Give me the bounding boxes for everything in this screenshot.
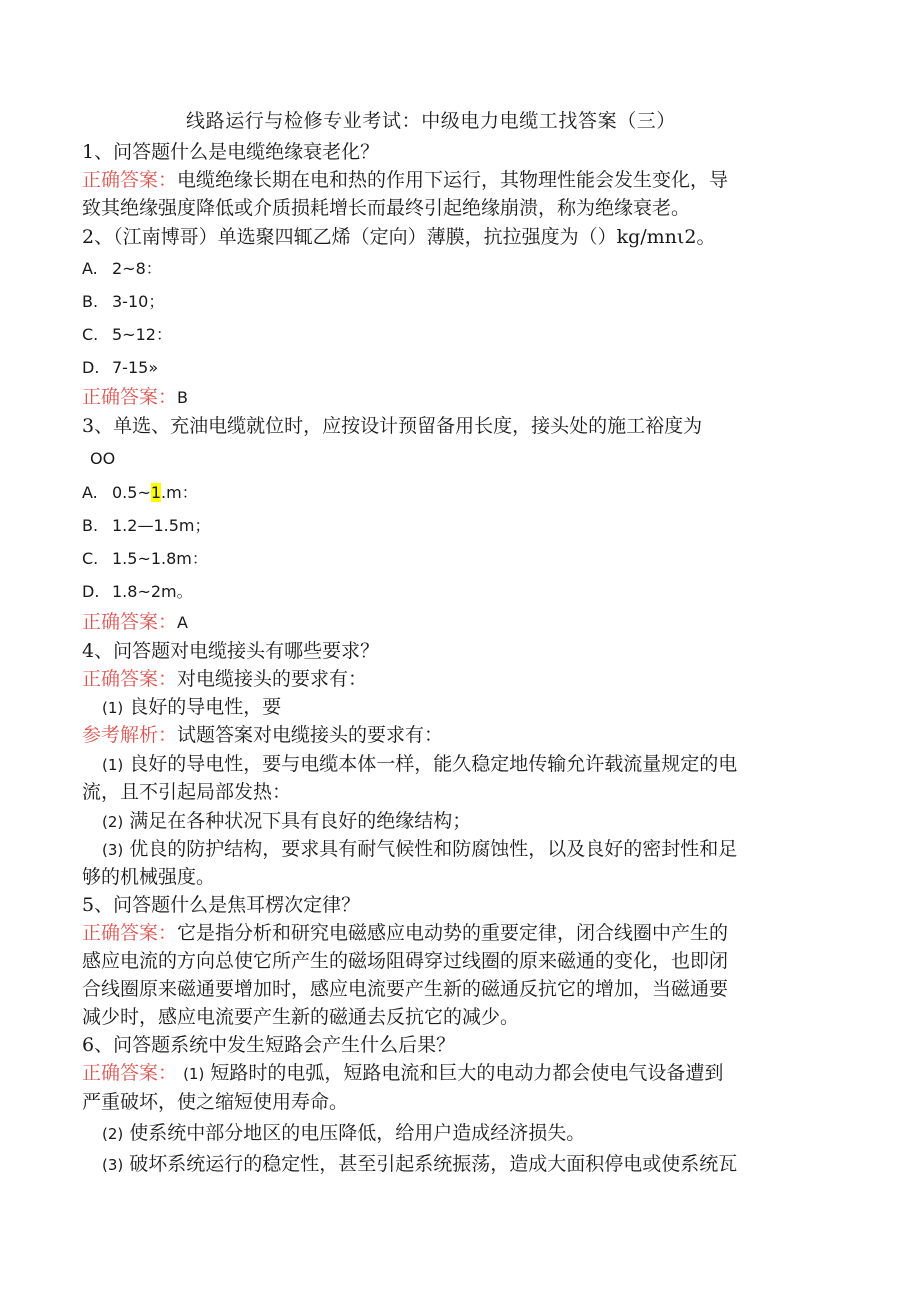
q5-stem: 5、问答题什么是焦耳楞次定律？ (82, 894, 361, 916)
q5-answer-cont-1: 感应电流的方向总使它所产生的磁场阻碍穿过线圈的原来磁通的变化，也即闭 (82, 950, 729, 972)
q1-stem: 1、问答题什么是电缆绝缘衰老化？ (82, 141, 380, 163)
q4-analysis-item-1-cont: 流，且不引起局部发热： (82, 781, 292, 803)
q5-answer-cont-2: 合线圈原来磁通要增加时，感应电流要产生新的磁通反抗它的增加，当磁通要 (82, 978, 729, 1000)
q6-answer-item-3: (3) 破坏系统运行的稳定性，甚至引起系统振荡，造成大面积停电或使系统瓦 (102, 1153, 738, 1175)
q3-answer: 正确答案：A (82, 611, 188, 633)
answer-label: 正确答案： (82, 668, 178, 690)
q1-answer-cont: 致其绝缘强度降低或介质损耗增长而最终引起绝缘崩溃，称为绝缘衰老。 (82, 197, 691, 219)
q6-answer-item-2: (2) 使系统中部分地区的电压降低，给用户造成经济损失。 (102, 1122, 586, 1144)
answer-label: 正确答案： (82, 611, 178, 633)
answer-label: 正确答案： (82, 169, 178, 191)
q4-analysis-item-1: (1) 良好的导电性，要与电缆本体一样，能久稳定地传输允许载流量规定的电 (102, 753, 738, 775)
answer-label: 正确答案： (82, 386, 178, 408)
q2-stem: 2、（江南博哥）单选聚四辄乙烯（定向）薄膜，抗拉强度为（）kg∕mnι2。 (82, 226, 716, 248)
analysis-label: 参考解析： (82, 724, 178, 746)
q4-analysis-item-3: (3) 优良的防护结构，要求具有耐气候性和防腐蚀性，以及良好的密封性和足 (102, 838, 738, 860)
answer-label: 正确答案： (82, 922, 178, 944)
q5-answer: 正确答案：它是指分析和研究电磁感应电动势的重要定律，闭合线圈中产生的 (82, 922, 729, 944)
q3-option-b: B. 1.2—1.5m； (82, 516, 211, 535)
q2-option-a: A. 2~8： (82, 259, 162, 278)
q3-option-c: C. 1.5~1.8m： (82, 549, 208, 568)
q4-stem: 4、问答题对电缆接头有哪些要求？ (82, 640, 380, 662)
answer-label: 正确答案： (82, 1062, 178, 1084)
q6-stem: 6、问答题系统中发生短路会产生什么后果？ (82, 1034, 456, 1056)
q5-answer-cont-3: 减少时，感应电流要产生新的磁通去反抗它的减少。 (82, 1006, 520, 1028)
q3-stem-cont: OO (90, 449, 116, 468)
highlight-mark: 1 (150, 483, 162, 502)
q3-stem: 3、单选、充油电缆就位时，应按设计预留备用长度，接头处的施工裕度为 (82, 415, 703, 437)
q2-option-d: D. 7-15» (82, 358, 159, 377)
q6-answer-cont: 严重破坏，使之缩短使用寿命。 (82, 1091, 349, 1113)
q3-option-d: D. 1.8~2m。 (82, 582, 193, 601)
q4-analysis-item-3-cont: 够的机械强度。 (82, 866, 216, 888)
q3-option-a: A. 0.5~1.m： (82, 483, 198, 502)
q2-option-b: B. 3-10； (82, 292, 165, 311)
q4-analysis: 参考解析：试题答案对电缆接头的要求有： (82, 724, 444, 746)
q6-answer: 正确答案： (1) 短路时的电弧，短路电流和巨大的电动力都会使电气设备遭到 (82, 1062, 724, 1084)
q2-answer: 正确答案：B (82, 386, 188, 408)
q1-answer: 正确答案：电缆绝缘长期在电和热的作用下运行，其物理性能会发生变化，导 (82, 169, 729, 191)
q4-analysis-item-2: (2) 满足在各种状况下具有良好的绝缘结构； (102, 810, 472, 832)
q4-answer-item-1: (1) 良好的导电性，要 (102, 696, 282, 718)
q2-option-c: C. 5~12： (82, 325, 172, 344)
page-title: 线路运行与检修专业考试：中级电力电缆工找答案（三） (186, 110, 677, 132)
q4-answer: 正确答案：对电缆接头的要求有： (82, 668, 368, 690)
